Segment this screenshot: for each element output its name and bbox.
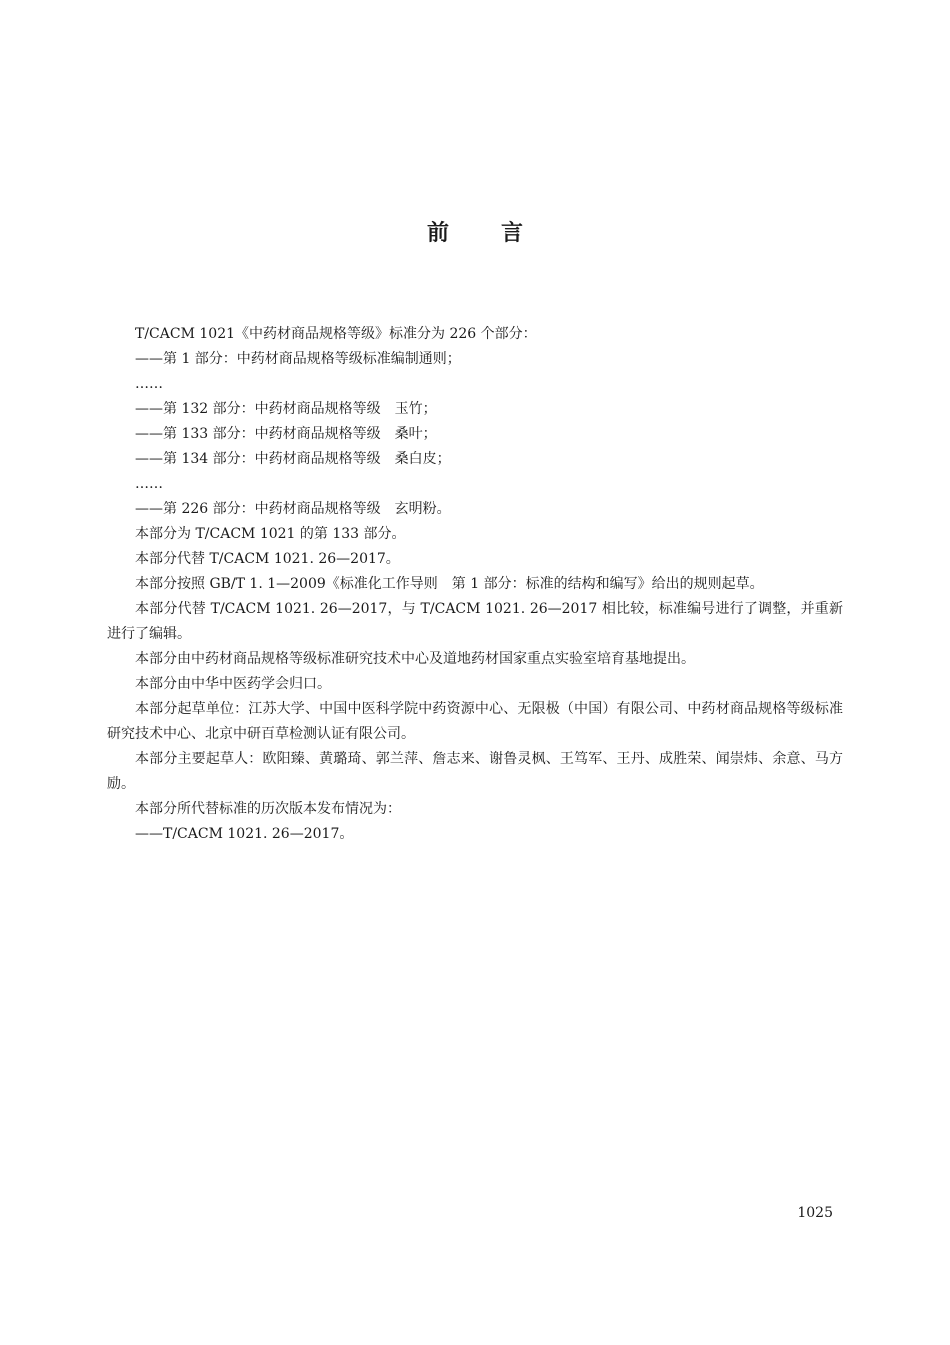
paragraph-intro: T/CACM 1021《中药材商品规格等级》标准分为 226 个部分： — [135, 326, 537, 342]
paragraph-part-number: 本部分为 T/CACM 1021 的第 133 部分。 — [135, 526, 406, 542]
list-item-history: ——T/CACM 1021. 26—2017。 — [135, 826, 354, 842]
list-item-part-226: ——第 226 部分：中药材商品规格等级 玄明粉。 — [135, 501, 451, 517]
page-title — [0, 218, 950, 250]
paragraph-drafting-rules: 本部分按照 GB/T 1. 1—2009《标准化工作导则 第 1 部分：标准的结构和编写》给出的规则起草。 — [135, 576, 764, 592]
paragraph-replaces: 本部分代替 T/CACM 1021. 26—2017。 — [135, 551, 400, 567]
page-title-char-1: 前 — [426, 221, 449, 246]
ellipsis-1: …… — [135, 376, 163, 392]
page-title-char-2: 言 — [501, 221, 524, 246]
paragraph-history-intro: 本部分所代替标准的历次版本发布情况为： — [135, 801, 401, 817]
list-item-part-1: ——第 1 部分：中药材商品规格等级标准编制通则； — [135, 351, 461, 367]
list-item-part-133: ——第 133 部分：中药材商品规格等级 桑叶； — [135, 426, 437, 442]
list-item-part-134: ——第 134 部分：中药材商品规格等级 桑白皮； — [135, 451, 451, 467]
paragraph-drafters: 本部分主要起草人：欧阳臻、黄璐琦、郭兰萍、詹志来、谢鲁灵枫、王笃军、王丹、成胜荣、闻崇炜、余意、马方励。 — [107, 751, 843, 792]
paragraph-changes: 本部分代替 T/CACM 1021. 26—2017，与 T/CACM 1021. 26—2017 相比较，标准编号进行了调整，并重新进行了编辑。 — [107, 601, 843, 642]
ellipsis-2: …… — [135, 476, 163, 492]
list-item-part-132: ——第 132 部分：中药材商品规格等级 玉竹； — [135, 401, 437, 417]
foreword-body — [107, 322, 843, 847]
paragraph-drafting-units: 本部分起草单位：江苏大学、中国中医科学院中药资源中心、无限极（中国）有限公司、中药材商品规格等级标准研究技术中心、北京中研百草检测认证有限公司。 — [107, 701, 843, 742]
paragraph-proposer: 本部分由中药材商品规格等级标准研究技术中心及道地药材国家重点实验室培育基地提出。 — [135, 651, 695, 667]
page-number: 1025 — [797, 1205, 833, 1221]
paragraph-administrator: 本部分由中华中医药学会归口。 — [135, 676, 331, 692]
